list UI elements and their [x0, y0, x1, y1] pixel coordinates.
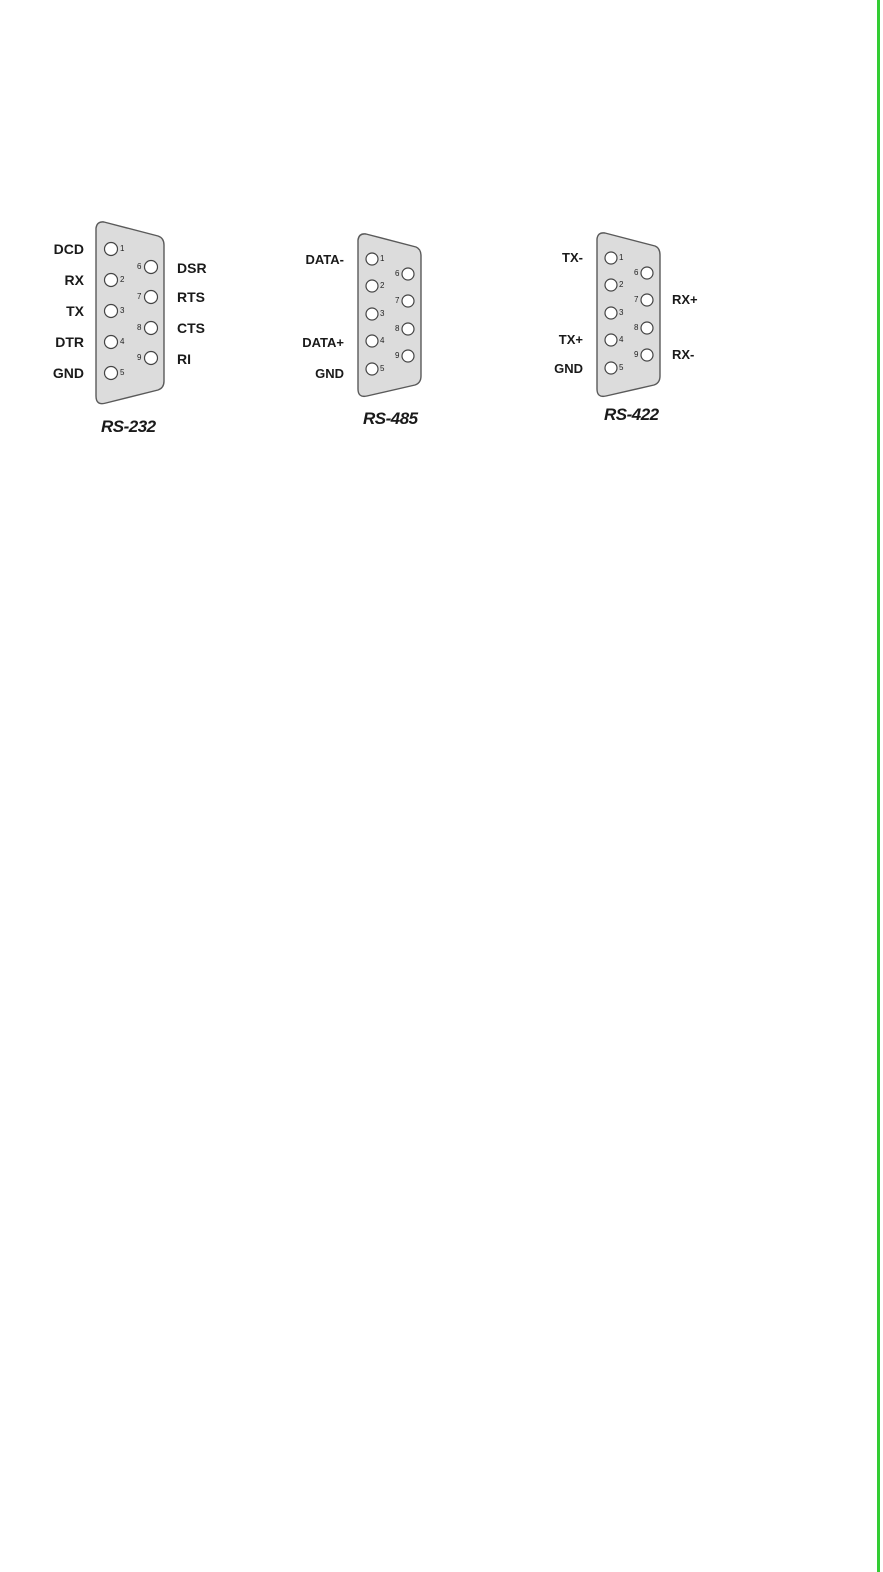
rs232-pin-num-1: 1 [120, 244, 125, 253]
rs485-pin-num-2: 2 [380, 281, 385, 290]
rs422-pin-num-4: 4 [619, 335, 624, 344]
rs422-caption: RS-422 [604, 405, 659, 424]
rs232-label-cts: CTS [177, 320, 205, 336]
rs232-label-rx: RX [64, 272, 84, 288]
rs232-pin-num-3: 3 [120, 306, 125, 315]
rs485-pin-num-6: 6 [395, 269, 400, 278]
rs485-pin-num-9: 9 [395, 351, 400, 360]
rs485-label-gnd: GND [315, 366, 344, 381]
rs422-pin-4 [605, 334, 617, 346]
rs232-pin-num-6: 6 [137, 262, 142, 271]
rs422-pin-1 [605, 252, 617, 264]
rs232-label-dsr: DSR [177, 260, 207, 276]
rs422-label-rx-plus: RX+ [672, 292, 698, 307]
rs485-pin-num-8: 8 [395, 324, 400, 333]
rs232-pin-num-4: 4 [120, 337, 125, 346]
rs232-label-dtr: DTR [55, 334, 84, 350]
rs232-pin-num-2: 2 [120, 275, 125, 284]
rs422-pin-2 [605, 279, 617, 291]
rs422-pin-num-9: 9 [634, 350, 639, 359]
rs422-pin-7 [641, 294, 653, 306]
rs422-pin-9 [641, 349, 653, 361]
rs422-pin-num-7: 7 [634, 295, 639, 304]
rs422-db9-diagram [0, 0, 883, 500]
rs422-pin-num-1: 1 [619, 253, 624, 262]
rs485-pin-num-5: 5 [380, 364, 385, 373]
rs422-pin-6 [641, 267, 653, 279]
rs422-label-tx-plus: TX+ [558, 332, 583, 347]
rs232-label-ri: RI [177, 351, 191, 367]
rs485-pin-num-7: 7 [395, 296, 400, 305]
rs422-pin-num-3: 3 [619, 308, 624, 317]
rs485-pin-num-4: 4 [380, 336, 385, 345]
rs422-pin-num-2: 2 [619, 280, 624, 289]
rs232-label-tx: TX [66, 303, 84, 319]
rs485-pin-num-3: 3 [380, 309, 385, 318]
rs485-label-data-plus: DATA+ [302, 335, 344, 350]
rs232-label-rts: RTS [177, 289, 205, 305]
rs232-label-gnd: GND [52, 365, 84, 381]
rs232-caption: RS-232 [101, 417, 156, 436]
rs422-label-gnd: GND [554, 361, 583, 376]
rs422-label-rx-minus: RX- [672, 347, 695, 362]
rs232-pin-num-7: 7 [137, 292, 142, 301]
rs422-pin-num-5: 5 [619, 363, 624, 372]
rs232-label-dcd: DCD [53, 241, 84, 257]
rs485-caption: RS-485 [363, 409, 418, 428]
rs422-label-tx-minus: TX- [562, 250, 583, 265]
rs232-pin-num-9: 9 [137, 353, 142, 362]
rs422-pin-5 [605, 362, 617, 374]
rs422-pin-num-6: 6 [634, 268, 639, 277]
rs232-pin-num-5: 5 [120, 368, 125, 377]
rs485-pin-num-1: 1 [380, 254, 385, 263]
rs232-pin-num-8: 8 [137, 323, 142, 332]
rs422-pin-3 [605, 307, 617, 319]
rs422-pin-num-8: 8 [634, 323, 639, 332]
rs485-label-data-minus: DATA- [305, 252, 344, 267]
rs422-pin-8 [641, 322, 653, 334]
